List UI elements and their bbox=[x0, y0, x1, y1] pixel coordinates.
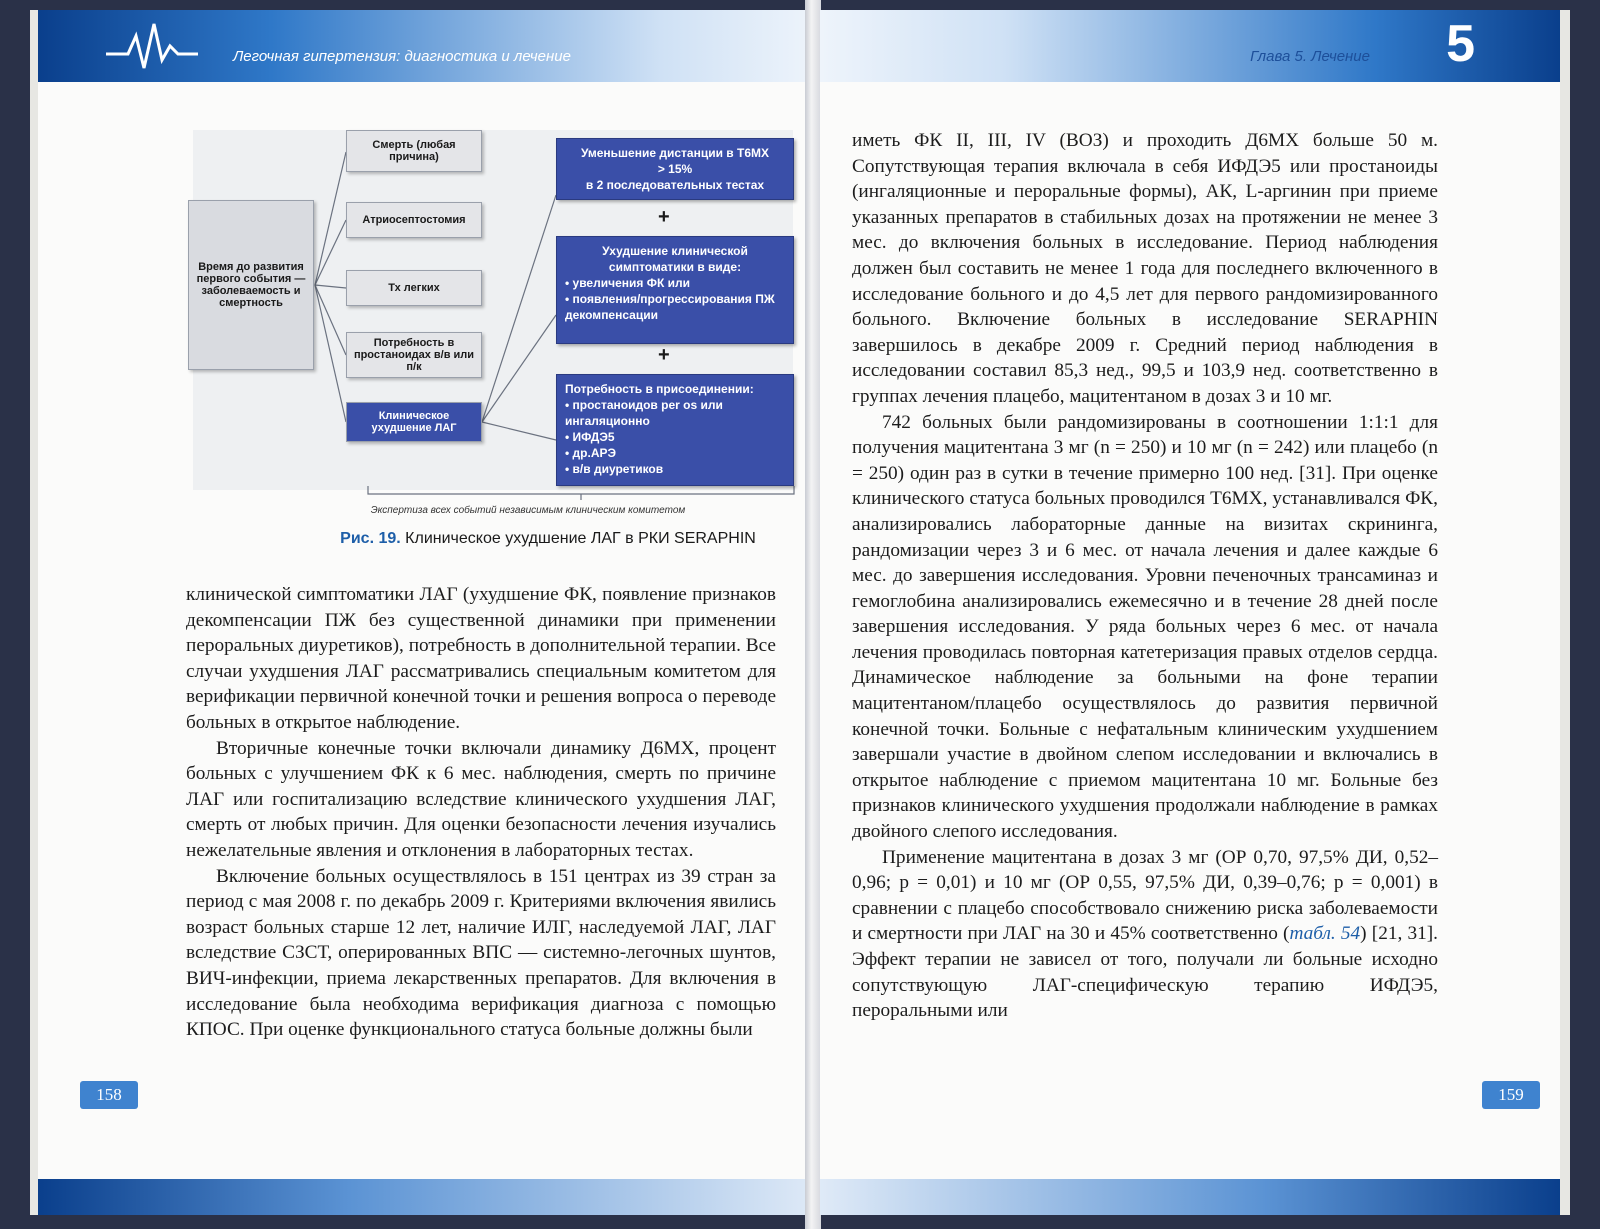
plus-sign-2: + bbox=[658, 344, 670, 366]
add-therapy-title: Потребность в присоединении: bbox=[565, 382, 754, 396]
paragraph: Вторичные конечные точки включали динамику Д6МХ, процент больных с улучшением ФК к 6 мес. наблюдения, смерть по причине ЛАГ или госпитализацию вследствие клинического ухудшения ЛАГ, смерть от любых причин. Для оценки безопасности лечения изучались нежелательные явления и отклонения в лабораторных тестах. bbox=[186, 737, 776, 861]
paragraph bbox=[852, 845, 1438, 1024]
symptoms-item: • появления/прогрессирования ПЖ декомпенсации bbox=[565, 292, 775, 322]
clinical-worsening-box: Клиническое ухудшение ЛАГ bbox=[346, 402, 482, 442]
running-head: Легочная гипертензия: диагностика и лечение bbox=[233, 48, 571, 65]
paragraph: иметь ФК II, III, IV (ВОЗ) и проходить Д6МХ больше 50 м. Сопутствующая терапия включала в себя ИФДЭ5 или простаноиды (ингаляционные и пероральные формы), АК, L-аргинин при приеме указанных препаратов в стабильных дозах на протяжении не менее 3 мес. до включения больных в исследование. Период наблюдения должен был составить не менее 1 года для последнего включенного в исследование больного и до 4,5 лет для первого рандомизированного больного. Включение больных в исследование SERAPHIN завершилось в декабре 2009 г. Средний период наблюдения в исследовании составил 85,3 нед., 99,5 и 103,9 нед. соответственно в группах лечения плацебо, мацитентаном в дозах 3 и 10 мг. bbox=[852, 130, 1438, 407]
caption-label: Рис. 19. bbox=[340, 530, 401, 547]
book-spine bbox=[805, 0, 821, 1229]
lung-transplant-box: Тх легких bbox=[346, 270, 482, 306]
symptoms-title: Ухудшение клинической симптоматики в виде: bbox=[602, 244, 748, 274]
figure-caption bbox=[308, 530, 788, 548]
left-page bbox=[30, 10, 816, 1215]
symptoms-item: • увеличения ФК или bbox=[565, 276, 690, 290]
walk-distance-box bbox=[556, 138, 794, 200]
right-page bbox=[820, 10, 1570, 1215]
add-therapy-box bbox=[556, 374, 794, 486]
paragraph: Включение больных осуществлялось в 151 центрах из 39 стран за период с мая 2008 г. по декабрь 2009 г. Критериями включения явились возраст больных старше 12 лет, наличие ИЛГ, наследуемой ЛАГ, ЛАГ вследствие СЗСТ, оперированных ВПС — системно-легочных шунтов, ВИЧ-инфекции, приема лекарственных препаратов. Для включения в исследование была необходима верификация диагноза с помощью КПОС. При оценке функционального статуса больные должны были bbox=[186, 865, 776, 1041]
atrial-septostomy-box: Атриосептостомия bbox=[346, 202, 482, 238]
heartbeat-icon bbox=[106, 16, 198, 76]
add-therapy-item: • ИФДЭ5 bbox=[565, 430, 615, 444]
add-therapy-item: • в/в диуретиков bbox=[565, 462, 664, 476]
right-body-text bbox=[852, 128, 1438, 1024]
walk-distance-title: Уменьшение дистанции в Т6МХ bbox=[581, 146, 769, 160]
page-number: 159 bbox=[1482, 1081, 1540, 1109]
page-number: 158 bbox=[80, 1081, 138, 1109]
add-therapy-item: • др.АРЭ bbox=[565, 446, 617, 460]
running-head: Глава 5. Лечение bbox=[1250, 48, 1370, 65]
table-reference-link[interactable]: табл. 54 bbox=[1289, 923, 1361, 945]
paragraph: клинической симптоматики ЛАГ (ухудшение ФК, появление признаков декомпенсации ПЖ без существенной динамики при применении пероральных диуретиков), потребность в дополнительной терапии. Все случаи ухудшения ЛАГ рассматривались специальным комитетом для верификации первичной конечной точки и решения вопроса о переводе больных в открытое наблюдение. bbox=[186, 584, 776, 733]
walk-distance-tests: в 2 последовательных тестах bbox=[585, 178, 765, 192]
expertise-note: Экспертиза всех событий независимым клиническим комитетом bbox=[370, 505, 686, 516]
time-to-event-box: Время до развития первого события — заболеваемость и смертность bbox=[188, 200, 314, 370]
paragraph-text: Применение мацитентана в дозах 3 мг (ОР 0,70, 97,5% ДИ, 0,52–0,96; p = 0,01) и 10 мг (ОР 0,55, 97,5% ДИ, 0,39–0,76; p = 0,001) в сравнении с плацебо способствовало снижению риска заболеваемости и смертности при ЛАГ на 30 и 45% соответственно ( bbox=[852, 846, 1438, 945]
chapter-number: 5 bbox=[1446, 15, 1475, 73]
figure-19 bbox=[158, 110, 808, 560]
paragraph-text: ) [21, 31]. Эффект терапии не зависел от того, получали ли больные исходно сопутствующую ЛАГ-специфическую терапию ИФДЭ5, пероральными или bbox=[852, 923, 1438, 1022]
footer-band bbox=[820, 1179, 1560, 1215]
add-therapy-item: • простаноидов per os или ингаляционно bbox=[565, 398, 723, 428]
death-box: Смерть (любая причина) bbox=[346, 130, 482, 172]
walk-distance-threshold: > 15% bbox=[657, 162, 693, 176]
paragraph: 742 больных были рандомизированы в соотношении 1:1:1 для получения мацитентана 3 мг (n = 250) и 10 мг (n = 242) или плацебо (n = 250) один раз в сутки в течение примерно 100 нед. [31]. При оценке клинического статуса больных проводился Т6МХ, устанавливался ФК, анализировались лабораторные данные на визитах скрининга, рандомизации через 3 и 6 мес. от начала лечения и далее каждые 6 мес. до завершения исследования. Уровни печеночных трансаминаз и гемоглобина анализировались ежемесячно и в течение 28 дней после завершения исследования. У ряда больных через 6 мес. от начала лечения проводилась повторная катетеризация правых отделов сердца. Динамическое наблюдение за больными на фоне терапии мацитентаном/плацебо осуществлялось до развития первичной конечной точки. Больные с нефатальным клиническим ухудшением завершали участие в двойном слепом исследовании и включались в открытое наблюдение с приемом мацитентана 10 мг. Больные без признаков клинического ухудшения продолжали наблюдение в рамках двойного слепого исследования. bbox=[852, 411, 1438, 843]
symptoms-worsening-box bbox=[556, 236, 794, 344]
footer-band bbox=[38, 1179, 816, 1215]
caption-text: Клиническое ухудшение ЛАГ в РКИ SERAPHIN bbox=[405, 530, 756, 547]
left-body-text bbox=[186, 582, 776, 1043]
prostanoids-need-box: Потребность в простаноидах в/в или п/к bbox=[346, 332, 482, 378]
plus-sign-1: + bbox=[658, 206, 670, 228]
